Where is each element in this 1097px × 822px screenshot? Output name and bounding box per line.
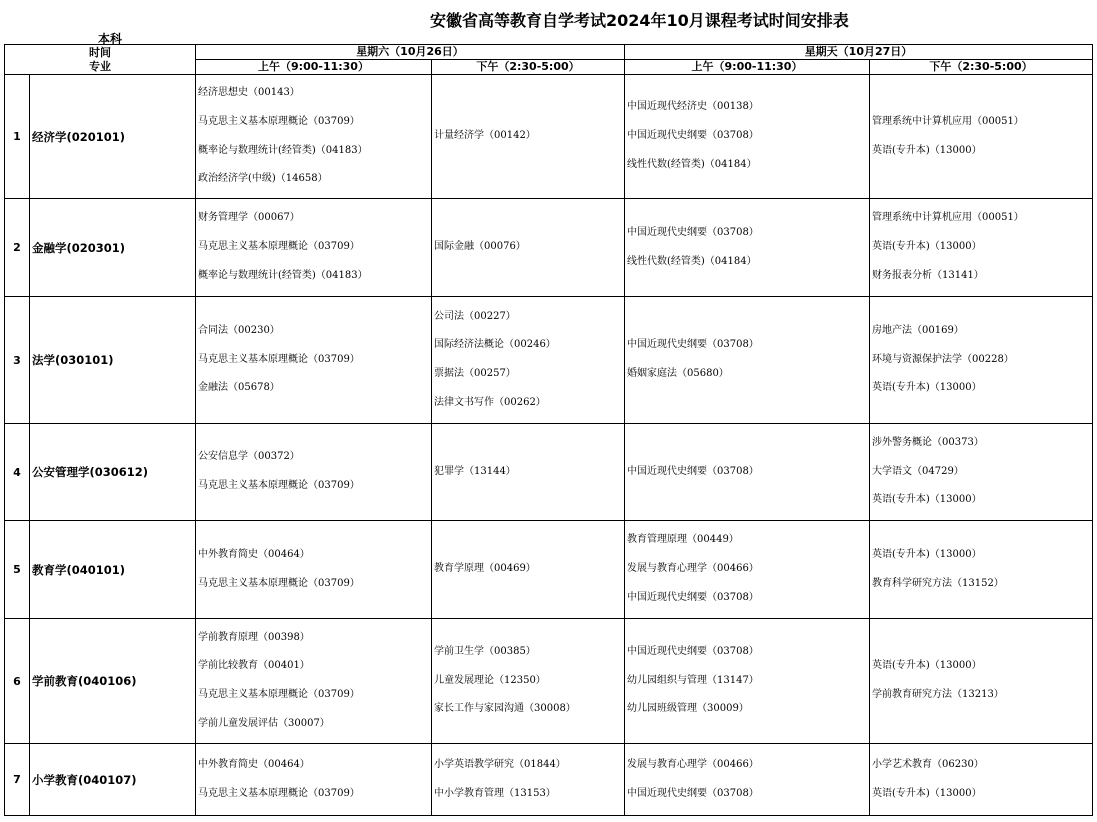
course-item: 环境与资源保护法学（00228） — [872, 353, 1014, 365]
session-header-sat-am: 上午（9:00-11:30） — [196, 60, 432, 75]
course-cell-d1am — [196, 744, 432, 816]
course-item: 马克思主义基本原理概论（03709） — [198, 577, 360, 589]
course-cell-d2am — [625, 297, 870, 424]
major-name: 金融学(020301) — [30, 199, 196, 297]
course-item: 合同法（00230） — [198, 324, 280, 336]
course-item: 学前儿童发展评估（30007） — [198, 717, 330, 729]
course-item: 马克思主义基本原理概论（03709） — [198, 353, 360, 365]
course-cell-d2am — [625, 521, 870, 619]
course-item: 马克思主义基本原理概论（03709） — [198, 689, 360, 700]
major-name: 小学教育(040107) — [30, 744, 196, 816]
table-row — [5, 424, 1093, 521]
course-cell-d1pm — [432, 619, 625, 744]
course-cell-d1am — [196, 619, 432, 744]
course-item: 学前教育原理（00398） — [198, 631, 310, 643]
course-cell-d2am — [625, 424, 870, 521]
course-item: 中国近现代史纲要（03708） — [627, 226, 759, 238]
exam-schedule-table — [4, 44, 1093, 816]
course-item: 公安信息学（00372） — [198, 451, 300, 463]
table-row — [5, 521, 1093, 619]
course-item: 教育学原理（00469） — [434, 563, 536, 575]
course-item: 马克思主义基本原理概论（03709） — [198, 480, 360, 491]
course-cell-d2pm — [870, 521, 1093, 619]
course-item: 财务管理学（00067） — [198, 212, 300, 224]
course-item: 幼儿园组织与管理（13147） — [627, 674, 759, 686]
session-header-sun-pm: 下午（2:30-5:00） — [870, 60, 1093, 75]
course-item: 学前教育研究方法（13213） — [872, 689, 1004, 700]
course-item: 线性代数(经管类)（04184） — [627, 255, 757, 267]
row-number: 7 — [5, 744, 30, 816]
course-item: 犯罪学（13144） — [434, 465, 516, 477]
course-item: 国际经济法概论（00246） — [434, 339, 556, 351]
course-item: 概率论与数理统计(经管类)（04183） — [198, 144, 368, 156]
corner-label-time: 时间 — [89, 45, 111, 59]
course-item: 马克思主义基本原理概论（03709） — [198, 787, 360, 799]
course-cell-d1pm — [432, 297, 625, 424]
course-cell-d2am — [625, 199, 870, 297]
course-item: 管理系统中计算机应用（00051） — [872, 115, 1024, 127]
course-item: 儿童发展理论（12350） — [434, 674, 546, 686]
course-cell-d1am — [196, 75, 432, 199]
session-header-sun-am: 上午（9:00-11:30） — [625, 60, 870, 75]
course-item: 线性代数(经管类)（04184） — [627, 158, 757, 170]
row-number: 3 — [5, 297, 30, 424]
course-cell-d2am — [625, 619, 870, 744]
course-item: 英语(专升本)（13000） — [872, 660, 982, 672]
table-row — [5, 199, 1093, 297]
row-number: 6 — [5, 619, 30, 744]
course-item: 公司法（00227） — [434, 310, 516, 322]
course-item: 发展与教育心理学（00466） — [627, 758, 759, 770]
corner-label-undergrad: 本科 — [98, 32, 123, 46]
course-cell-d1pm — [432, 424, 625, 521]
course-cell-d1am — [196, 521, 432, 619]
course-item: 概率论与数理统计(经管类)（04183） — [198, 269, 368, 281]
course-item: 法律文书写作（00262） — [434, 396, 546, 408]
course-item: 管理系统中计算机应用（00051） — [872, 212, 1024, 224]
course-item: 票据法（00257） — [434, 368, 516, 379]
course-item: 国际金融（00076） — [434, 241, 526, 253]
day-header-sunday: 星期天（10月27日） — [625, 45, 1093, 60]
course-item: 英语(专升本)（13000） — [872, 494, 982, 506]
row-number: 4 — [5, 424, 30, 521]
major-name: 教育学(040101) — [30, 521, 196, 619]
course-item: 英语(专升本)（13000） — [872, 787, 982, 799]
course-item: 英语(专升本)（13000） — [872, 382, 982, 394]
course-item: 经济思想史（00143） — [198, 87, 300, 99]
course-item: 计量经济学（00142） — [434, 130, 536, 142]
course-item: 中国近现代史纲要（03708） — [627, 465, 759, 477]
course-item: 金融法（05678） — [198, 382, 280, 394]
course-item: 中国近现代史纲要（03708） — [627, 130, 759, 142]
course-cell-d1pm — [432, 199, 625, 297]
page-title: 安徽省高等教育自学考试2024年10月课程考试时间安排表 — [430, 11, 849, 30]
course-item: 英语(专升本)（13000） — [872, 548, 982, 560]
course-item: 学前卫生学（00385） — [434, 645, 536, 657]
course-item: 涉外警务概论（00373） — [872, 436, 984, 448]
table-row — [5, 75, 1093, 199]
course-item: 马克思主义基本原理概论（03709） — [198, 115, 360, 127]
course-cell-d1am — [196, 199, 432, 297]
course-cell-d2am — [625, 75, 870, 199]
course-item: 中国近现代史纲要（03708） — [627, 645, 759, 657]
course-item: 家长工作与家园沟通（30008） — [434, 703, 576, 715]
row-number: 2 — [5, 199, 30, 297]
table-row — [5, 744, 1093, 816]
table-row — [5, 619, 1093, 744]
table-row — [5, 297, 1093, 424]
course-item: 中国近现代史纲要（03708） — [627, 339, 759, 351]
row-number: 5 — [5, 521, 30, 619]
corner-label-major: 专业 — [89, 59, 111, 73]
course-cell-d1pm — [432, 75, 625, 199]
course-cell-d1am — [196, 297, 432, 424]
course-item: 英语(专升本)（13000） — [872, 144, 982, 156]
course-item: 财务报表分析（13141） — [872, 269, 984, 281]
course-item: 小学英语教学研究（01844） — [434, 758, 566, 770]
major-name: 学前教育(040106) — [30, 619, 196, 744]
course-item: 发展与教育心理学（00466） — [627, 563, 759, 575]
course-cell-d1pm — [432, 521, 625, 619]
course-cell-d2pm — [870, 199, 1093, 297]
course-item: 中外教育简史（00464） — [198, 758, 310, 770]
course-cell-d2pm — [870, 619, 1093, 744]
corner-header — [5, 45, 196, 75]
course-item: 教育科学研究方法（13152） — [872, 577, 1004, 589]
course-item: 政治经济学(中级)（14658） — [198, 173, 328, 185]
course-cell-d2pm — [870, 424, 1093, 521]
course-item: 学前比较教育（00401） — [198, 660, 310, 672]
session-header-sat-pm: 下午（2:30-5:00） — [432, 60, 625, 75]
course-item: 英语(专升本)（13000） — [872, 241, 982, 253]
course-item: 幼儿园班级管理（30009） — [627, 703, 749, 715]
course-item: 婚姻家庭法（05680） — [627, 368, 729, 379]
course-item: 中国近现代经济史（00138） — [627, 101, 759, 113]
major-name: 经济学(020101) — [30, 75, 196, 199]
course-item: 房地产法（00169） — [872, 324, 964, 336]
course-item: 小学艺术教育（06230） — [872, 758, 984, 770]
course-item: 中国近现代史纲要（03708） — [627, 787, 759, 799]
course-cell-d1pm — [432, 744, 625, 816]
course-item: 中国近现代史纲要（03708） — [627, 591, 759, 603]
row-number: 1 — [5, 75, 30, 199]
day-header-saturday: 星期六（10月26日） — [196, 45, 625, 60]
major-name: 公安管理学(030612) — [30, 424, 196, 521]
course-item: 大学语文（04729） — [872, 465, 964, 477]
course-item: 马克思主义基本原理概论（03709） — [198, 241, 360, 253]
course-cell-d2am — [625, 744, 870, 816]
course-cell-d1am — [196, 424, 432, 521]
course-cell-d2pm — [870, 75, 1093, 199]
course-item: 中外教育简史（00464） — [198, 548, 310, 560]
course-cell-d2pm — [870, 297, 1093, 424]
course-item: 中小学教育管理（13153） — [434, 787, 556, 799]
course-cell-d2pm — [870, 744, 1093, 816]
major-name: 法学(030101) — [30, 297, 196, 424]
course-item: 教育管理原理（00449） — [627, 534, 739, 546]
